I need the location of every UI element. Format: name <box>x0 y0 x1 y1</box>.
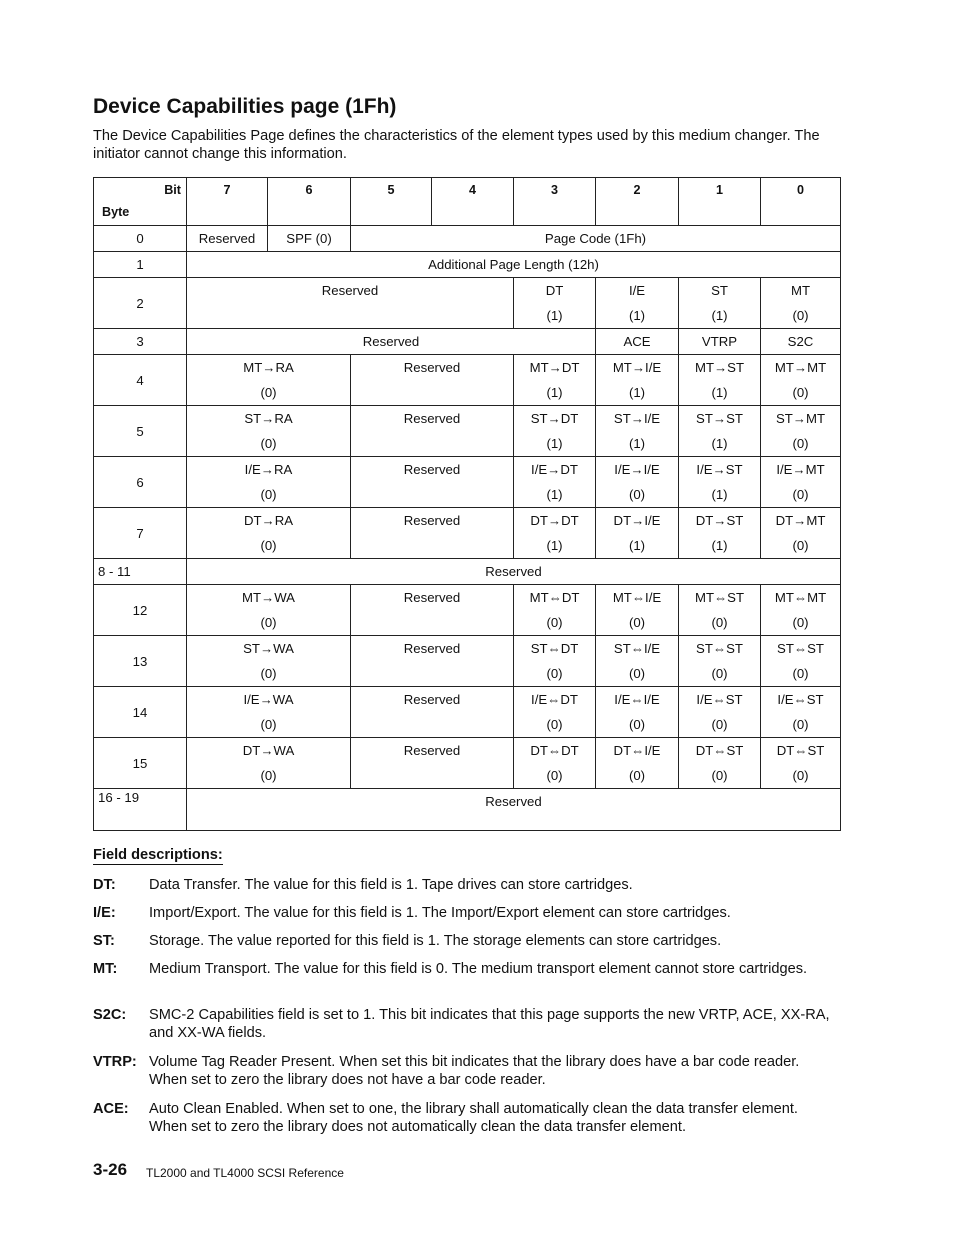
field-definition: Storage. The value reported for this field is 1. The storage elements can store cartridges. <box>149 933 722 949</box>
field-name: Reserved <box>485 794 542 809</box>
field-name: MT⇔MT <box>774 590 827 605</box>
field-value: (0) <box>792 487 809 502</box>
field-cell <box>187 278 514 329</box>
field-cell <box>187 226 268 252</box>
field-name: VTRP <box>701 334 738 349</box>
byte-number: 16 - 19 <box>94 789 187 831</box>
field-cell <box>596 457 679 508</box>
field-term: VTRP: <box>93 1054 137 1070</box>
page-title: Device Capabilities page (1Fh) <box>93 95 397 118</box>
field-cell <box>351 457 514 508</box>
field-cell <box>187 789 841 831</box>
field-name: DT⇔ST <box>695 743 744 758</box>
field-value: (1) <box>711 538 728 553</box>
field-description <box>93 932 838 950</box>
field-cell <box>514 687 596 738</box>
field-name: DT⇔DT <box>530 743 579 758</box>
field-cell <box>514 278 596 329</box>
field-value: (0) <box>711 768 728 783</box>
intro-paragraph: The Device Capabilities Page defines the characteristics of the element types used by this medium changer. The initiator cannot change this information. <box>93 128 820 162</box>
field-name: MT→RA <box>243 360 294 375</box>
field-name: I/E→ST <box>696 462 743 477</box>
field-description <box>93 876 838 894</box>
field-name: MT <box>790 283 811 298</box>
field-name: I/E→I/E <box>614 462 660 477</box>
table-row <box>94 508 841 559</box>
bit-header: 5 <box>351 178 432 226</box>
byte-number: 8 - 11 <box>94 559 187 585</box>
field-description <box>93 1006 838 1042</box>
field-term: ST: <box>93 933 115 949</box>
field-value: (0) <box>628 487 646 502</box>
field-cell <box>187 457 351 508</box>
field-value: (0) <box>628 768 646 783</box>
field-cell <box>187 585 351 636</box>
field-name: Reserved <box>403 462 461 477</box>
field-value: (0) <box>546 615 563 630</box>
field-value: (0) <box>792 385 809 400</box>
field-value: (0) <box>260 385 277 400</box>
field-definition: SMC-2 Capabilities field is set to 1. This bit indicates that this page supports the new VRTP, ACE, XX-RA, and XX-WA fields. <box>149 1007 830 1041</box>
field-cell <box>514 457 596 508</box>
field-cell <box>761 329 841 355</box>
byte-label: Byte <box>102 205 130 219</box>
field-cell <box>761 585 841 636</box>
field-value: (0) <box>792 308 809 323</box>
field-value: (1) <box>711 308 728 323</box>
field-cell <box>596 406 679 457</box>
field-name: DT→WA <box>242 743 295 758</box>
bit-header: 2 <box>596 178 679 226</box>
field-cell <box>679 457 761 508</box>
field-cell <box>351 355 514 406</box>
field-cell <box>679 687 761 738</box>
field-name: Page Code (1Fh) <box>544 231 647 246</box>
field-cell <box>679 738 761 789</box>
field-name: DT⇔ST <box>776 743 825 758</box>
field-cell <box>514 738 596 789</box>
field-name: DT→MT <box>775 513 826 528</box>
field-cell <box>514 508 596 559</box>
table-row <box>94 329 841 355</box>
field-definition: Data Transfer. The value for this field is 1. Tape drives can store cartridges. <box>149 877 633 893</box>
field-cell <box>761 278 841 329</box>
field-name: ST⇔DT <box>530 641 579 656</box>
field-name: Reserved <box>403 692 461 707</box>
field-name: MT⇔I/E <box>612 590 662 605</box>
field-cell <box>351 687 514 738</box>
field-value: (1) <box>628 538 646 553</box>
field-cell <box>187 636 351 687</box>
field-value: (0) <box>260 487 277 502</box>
field-cell <box>761 355 841 406</box>
field-name: I/E⇔ST <box>696 692 743 707</box>
field-cell <box>596 355 679 406</box>
field-value: (0) <box>628 615 646 630</box>
field-name: ST→I/E <box>613 411 661 426</box>
field-cell <box>187 252 841 278</box>
field-name: DT⇔I/E <box>613 743 661 758</box>
field-cell <box>761 687 841 738</box>
field-value: (1) <box>546 538 563 553</box>
field-name: ST→MT <box>775 411 826 426</box>
byte-number: 12 <box>94 585 187 636</box>
field-cell <box>679 585 761 636</box>
field-cell <box>268 226 351 252</box>
field-cell <box>761 457 841 508</box>
field-cell <box>187 508 351 559</box>
field-cell <box>351 508 514 559</box>
field-cell <box>351 636 514 687</box>
field-value: (0) <box>260 436 277 451</box>
field-value: (0) <box>260 538 277 553</box>
field-name: DT→RA <box>243 513 294 528</box>
field-name: Reserved <box>403 641 461 656</box>
table-row <box>94 457 841 508</box>
field-value: (0) <box>792 768 809 783</box>
field-cell <box>187 687 351 738</box>
field-cell <box>679 508 761 559</box>
field-cell <box>761 406 841 457</box>
field-definition: Medium Transport. The value for this field is 0. The medium transport element cannot store cartridges. <box>149 961 808 977</box>
field-cell <box>761 738 841 789</box>
field-term: ACE: <box>93 1101 129 1117</box>
field-name: I/E→WA <box>243 692 294 707</box>
field-name: ST→WA <box>243 641 294 656</box>
field-definition: Volume Tag Reader Present. When set this bit indicates that the library does have a bar code reader. When set to zero the library does not have a bar code reader. <box>149 1054 800 1088</box>
field-value: (0) <box>260 615 277 630</box>
field-cell <box>187 738 351 789</box>
field-name: ST→ST <box>696 411 743 426</box>
table-row <box>94 585 841 636</box>
field-cell <box>514 585 596 636</box>
field-name: I/E⇔I/E <box>614 692 660 707</box>
field-value: (0) <box>792 666 809 681</box>
bit-header: 1 <box>679 178 761 226</box>
field-cell <box>596 738 679 789</box>
byte-number: 3 <box>94 329 187 355</box>
field-cell <box>761 508 841 559</box>
bit-header: 3 <box>514 178 596 226</box>
field-value: (0) <box>792 538 809 553</box>
field-term: DT: <box>93 877 116 893</box>
field-cell <box>679 636 761 687</box>
field-cell <box>187 559 841 585</box>
byte-number: 4 <box>94 355 187 406</box>
field-cell <box>679 329 761 355</box>
field-name: I/E⇔DT <box>531 692 578 707</box>
field-name: ST⇔ST <box>696 641 743 656</box>
field-value: (0) <box>711 666 728 681</box>
field-cell <box>679 278 761 329</box>
field-cell <box>187 355 351 406</box>
bit-header: 7 <box>187 178 268 226</box>
field-name: MT→I/E <box>612 360 662 375</box>
field-cell <box>596 329 679 355</box>
field-name: MT⇔DT <box>529 590 580 605</box>
field-name: MT→MT <box>774 360 827 375</box>
field-name: Additional Page Length (12h) <box>428 257 599 272</box>
field-description <box>93 960 838 978</box>
bit-header: 6 <box>268 178 351 226</box>
field-cell <box>514 355 596 406</box>
field-cell <box>596 508 679 559</box>
field-description <box>93 904 838 922</box>
field-cell <box>351 585 514 636</box>
field-value: (0) <box>711 615 728 630</box>
field-description <box>93 1100 838 1136</box>
byte-number: 5 <box>94 406 187 457</box>
field-name: ST⇔I/E <box>613 641 661 656</box>
field-value: (0) <box>546 768 563 783</box>
table-row <box>94 636 841 687</box>
field-value: (0) <box>792 436 809 451</box>
field-cell <box>514 406 596 457</box>
field-value: (0) <box>546 717 563 732</box>
field-name: MT→DT <box>529 360 580 375</box>
byte-number: 14 <box>94 687 187 738</box>
field-value: (0) <box>546 666 563 681</box>
field-value: (1) <box>711 436 728 451</box>
field-value: (1) <box>546 385 563 400</box>
field-name: SPF (0) <box>286 231 332 246</box>
table-row <box>94 278 841 329</box>
field-cell <box>351 738 514 789</box>
field-value: (1) <box>546 436 563 451</box>
field-cell <box>351 406 514 457</box>
byte-number: 7 <box>94 508 187 559</box>
field-name: Reserved <box>403 590 461 605</box>
field-name: DT→DT <box>530 513 579 528</box>
byte-number: 13 <box>94 636 187 687</box>
table-row <box>94 738 841 789</box>
field-name: I/E⇔ST <box>777 692 824 707</box>
field-cell <box>596 585 679 636</box>
field-definition: Auto Clean Enabled. When set to one, the library shall automatically clean the data transfer element. When set to zero the library does not automatically clean the data transfer element. <box>149 1101 798 1135</box>
table-row <box>94 559 841 585</box>
field-value: (1) <box>711 487 728 502</box>
field-value: (0) <box>792 717 809 732</box>
field-name: Reserved <box>403 411 461 426</box>
page-number: 3-26 <box>93 1160 128 1179</box>
field-name: I/E→DT <box>531 462 578 477</box>
field-name: Reserved <box>403 360 461 375</box>
field-value: (0) <box>260 666 277 681</box>
field-value: (1) <box>546 487 563 502</box>
field-value: (1) <box>628 385 646 400</box>
field-name: ACE <box>623 334 651 349</box>
field-cell <box>596 687 679 738</box>
field-name: S2C <box>787 334 814 349</box>
field-cell <box>187 406 351 457</box>
field-value: (1) <box>546 308 563 323</box>
field-name: Reserved <box>403 743 461 758</box>
table-row <box>94 789 841 831</box>
field-value: (1) <box>628 308 646 323</box>
field-name: MT→WA <box>242 590 295 605</box>
byte-number: 15 <box>94 738 187 789</box>
field-term: MT: <box>93 961 118 977</box>
header-row <box>94 178 841 226</box>
field-name: Reserved <box>403 513 461 528</box>
field-value: (1) <box>628 436 646 451</box>
field-descriptions-heading: Field descriptions: <box>93 847 223 863</box>
bit-label: Bit <box>164 183 181 197</box>
field-cell <box>187 329 596 355</box>
field-name: Reserved <box>362 334 420 349</box>
bit-header: 4 <box>432 178 514 226</box>
field-value: (0) <box>792 615 809 630</box>
byte-number: 1 <box>94 252 187 278</box>
field-name: DT <box>545 283 564 298</box>
field-name: I/E <box>628 283 646 298</box>
field-value: (0) <box>260 717 277 732</box>
field-name: MT→ST <box>694 360 745 375</box>
field-definition: Import/Export. The value for this field is 1. The Import/Export element can store cartridges. <box>149 905 731 921</box>
byte-number: 2 <box>94 278 187 329</box>
field-term: I/E: <box>93 905 116 921</box>
field-name: ST→DT <box>530 411 579 426</box>
field-value: (0) <box>260 768 277 783</box>
field-cell <box>514 636 596 687</box>
field-description <box>93 1053 838 1089</box>
field-name: ST→RA <box>244 411 293 426</box>
field-cell <box>596 636 679 687</box>
field-name: I/E→MT <box>776 462 825 477</box>
corner-cell <box>94 178 187 226</box>
field-cell <box>596 278 679 329</box>
field-value: (1) <box>711 385 728 400</box>
table-row <box>94 355 841 406</box>
field-name: DT→ST <box>695 513 744 528</box>
field-cell <box>761 636 841 687</box>
field-name: ST <box>711 283 728 298</box>
field-value: (0) <box>711 717 728 732</box>
capabilities-table <box>93 177 841 831</box>
field-name: I/E→RA <box>244 462 293 477</box>
field-cell <box>679 406 761 457</box>
field-name: Reserved <box>321 283 379 298</box>
table-row <box>94 252 841 278</box>
field-cell <box>351 226 841 252</box>
field-term: S2C: <box>93 1007 127 1023</box>
field-name: Reserved <box>485 564 542 579</box>
byte-number: 0 <box>94 226 187 252</box>
field-name: DT→I/E <box>613 513 661 528</box>
field-name: MT⇔ST <box>694 590 745 605</box>
field-cell <box>679 355 761 406</box>
field-name: ST⇔ST <box>777 641 824 656</box>
table-row <box>94 406 841 457</box>
table-row <box>94 687 841 738</box>
field-value: (0) <box>628 717 646 732</box>
byte-number: 6 <box>94 457 187 508</box>
field-value: (0) <box>628 666 646 681</box>
book-title: TL2000 and TL4000 SCSI Reference <box>146 1166 344 1180</box>
table-row <box>94 226 841 252</box>
field-name: Reserved <box>198 231 256 246</box>
bit-header: 0 <box>761 178 841 226</box>
